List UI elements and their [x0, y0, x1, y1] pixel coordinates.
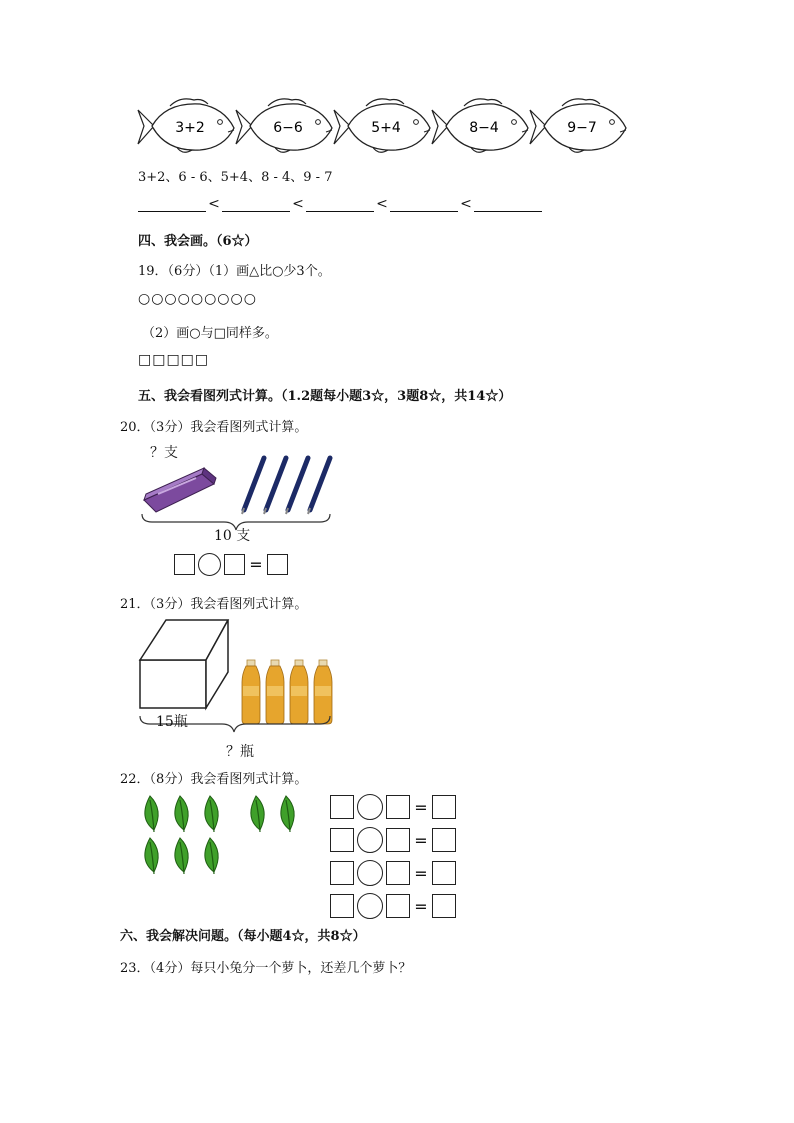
equals-sign: =: [414, 830, 428, 850]
answer-box[interactable]: [330, 828, 354, 852]
leaf-icon: [145, 796, 158, 832]
operator-circle[interactable]: [357, 827, 383, 853]
operator-circle[interactable]: [357, 794, 383, 820]
pencil-case-icon: [144, 468, 216, 512]
answer-box[interactable]: [432, 894, 456, 918]
answer-box[interactable]: [386, 828, 410, 852]
q21-box-label: 15瓶: [156, 714, 188, 730]
bottle-icon: [266, 660, 284, 724]
answer-box[interactable]: [267, 554, 288, 575]
fish-label: 3+2: [175, 120, 205, 136]
fish-icon: [334, 99, 430, 152]
leaf-icon: [281, 796, 294, 832]
blank-3[interactable]: [306, 197, 374, 212]
bottle-icon: [242, 660, 260, 724]
answer-box[interactable]: [432, 861, 456, 885]
answer-box[interactable]: [330, 861, 354, 885]
fish-icon: [530, 99, 626, 152]
answer-box[interactable]: [174, 554, 195, 575]
fish-icon: [138, 99, 234, 152]
blank-5[interactable]: [474, 197, 542, 212]
leaf-icon: [175, 796, 188, 832]
q20-equation: [174, 553, 288, 576]
answer-box[interactable]: [386, 894, 410, 918]
box-icon: [140, 620, 228, 708]
answer-box[interactable]: [386, 861, 410, 885]
equation-row: [330, 794, 456, 820]
blank-2[interactable]: [222, 197, 290, 212]
q20-bottom-label: 10 支: [214, 528, 251, 544]
equals-sign: =: [249, 555, 263, 574]
leaf-icon: [205, 796, 218, 832]
leaf-icon: [175, 838, 188, 874]
fish-label: 8−4: [469, 120, 499, 136]
blank-4[interactable]: [390, 197, 458, 212]
q21-bottom-label: ？瓶: [226, 744, 254, 760]
bottles-icon: [242, 660, 332, 724]
q20-figure: [138, 452, 338, 534]
leaf-icon: [251, 796, 264, 832]
leaves-figure: [136, 794, 306, 882]
less-than: <: [208, 196, 220, 212]
q22-title: 22．（8分）我会看图列式计算。: [120, 772, 308, 787]
q22-equations: [330, 794, 456, 926]
section-6-heading: 六、我会解决问题。（每小题4☆，共8☆）: [120, 929, 366, 944]
equals-sign: =: [414, 863, 428, 883]
blank-1[interactable]: [138, 197, 206, 212]
q19-title: 19．（6分）（1）画△比○少3个。: [138, 264, 331, 279]
answer-box[interactable]: [386, 795, 410, 819]
less-than: <: [292, 196, 304, 212]
bottle-icon: [314, 660, 332, 724]
fish-label: 6−6: [273, 120, 303, 136]
equals-sign: =: [414, 797, 428, 817]
operator-circle[interactable]: [357, 860, 383, 886]
equation-row: [330, 860, 456, 886]
equation-row: [330, 827, 456, 853]
operator-circle[interactable]: [357, 893, 383, 919]
operator-circle[interactable]: [198, 553, 221, 576]
bottle-icon: [290, 660, 308, 724]
pens-icon: [242, 458, 330, 514]
fish-icon: [236, 99, 332, 152]
q21-title: 21．（3分）我会看图列式计算。: [120, 597, 308, 612]
fish-row: [130, 94, 630, 162]
fish-label: 5+4: [371, 120, 401, 136]
equation-row: [330, 893, 456, 919]
q19-circles: ○○○○○○○○○: [138, 291, 257, 307]
equals-sign: =: [414, 896, 428, 916]
q23-title: 23．（4分）每只小兔分一个萝卜，还差几个萝卜？: [120, 961, 412, 976]
fish-icon: [432, 99, 528, 152]
section-4-heading: 四、我会画。（6☆）: [138, 234, 258, 249]
answer-box[interactable]: [330, 894, 354, 918]
expression-list: 3+2、6 - 6、5+4、8 - 4、9 - 7: [138, 170, 333, 185]
leaf-icon: [205, 838, 218, 874]
answer-box[interactable]: [224, 554, 245, 575]
ordering-blanks: [138, 196, 542, 212]
fish-label: 9−7: [567, 120, 597, 136]
answer-box[interactable]: [432, 828, 456, 852]
q19-part2: （2）画○与□同样多。: [142, 326, 278, 341]
q19-squares: □□□□□: [138, 352, 210, 368]
answer-box[interactable]: [330, 795, 354, 819]
q20-top-label: ？支: [150, 445, 178, 461]
leaf-icon: [145, 838, 158, 874]
q20-title: 20．（3分）我会看图列式计算。: [120, 420, 308, 435]
less-than: <: [376, 196, 388, 212]
answer-box[interactable]: [432, 795, 456, 819]
section-5-heading: 五、我会看图列式计算。（1.2题每小题3☆，3题8☆，共14☆）: [138, 389, 512, 404]
less-than: <: [460, 196, 472, 212]
